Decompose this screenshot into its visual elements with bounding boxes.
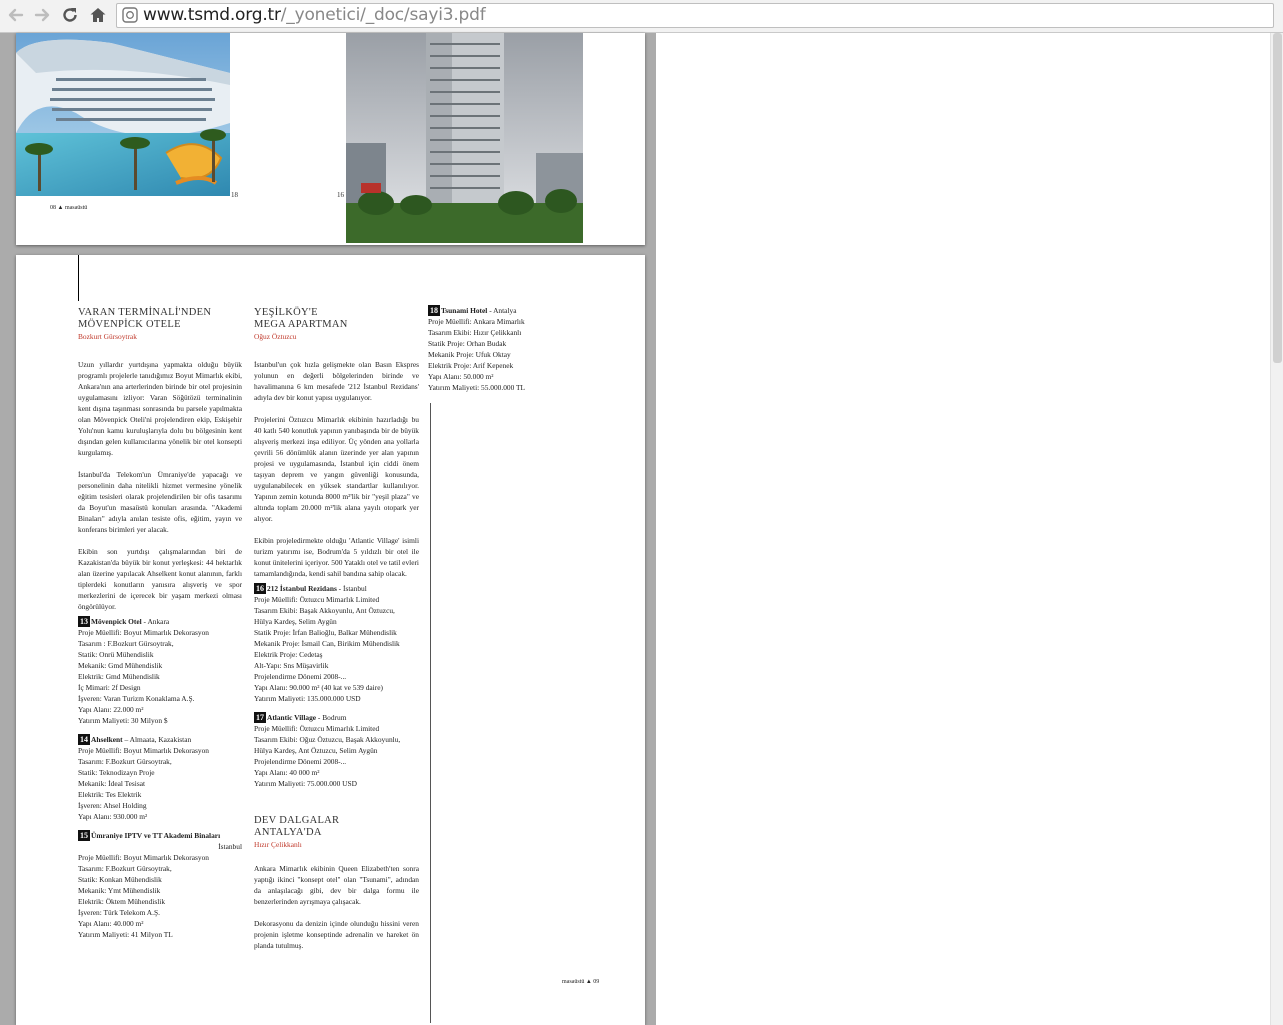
project-detail: Statik: Onrü Mühendislik [78,650,154,659]
project-detail: Tasarım: F.Bozkurt Gürsoytrak, [78,864,172,873]
article-paragraph: Ekibin projeledirmekte olduğu 'Atlantic Village' isimli turizm yatırımı ise, Bodrum'da 5 yıldızlı bir otel ile konut ünitelerini içeriyor. 500 Yataklı otel ve tatil evleri tamamlandığında, kendi sahil bandına sahip olacak. [254,536,419,578]
back-arrow-icon [7,6,25,24]
project-detail: Yapı Alanı: 930.000 m² [78,812,148,821]
pdf-page-09 [16,255,645,1025]
project-detail: Statik: Teknodizayn Proje [78,768,155,777]
project-detail: Yatırım Maliyeti: 135.000.000 USD [254,694,361,703]
browser-toolbar [0,0,1283,33]
image-number: 18 [231,191,238,199]
project-title: Ümraniye IPTV ve TT Akademi Binaları [91,831,221,840]
project-detail: Statik Proje: Orhan Budak [428,339,507,348]
project-detail: Tasarım Ekibi: Başak Akkoyunlu, Ant Öztuzcu, [254,606,395,615]
forward-button[interactable] [30,3,54,27]
project-title: 212 İstanbul Rezidans [267,584,337,593]
article-author: Bozkurt Gürsoytrak [78,332,137,341]
project-detail: Statik Proje: İrfan Balioğlu, Balkar Mühendislik [254,628,397,637]
project-detail: Yatırım Maliyeti: 30 Milyon $ [78,716,168,725]
project-info-16 [254,583,419,704]
address-bar[interactable] [116,3,1274,28]
back-button[interactable] [4,3,28,27]
project-title: Mövenpick Otel [91,617,142,626]
project-detail: Tasarım : F.Bozkurt Gürsoytrak, [78,639,174,648]
reload-icon [61,6,79,24]
url-text[interactable] [143,5,486,25]
project-detail: İşveren: Türk Telekom A.Ş. [78,908,160,917]
project-detail: Hülya Kardeş, Selim Aygün [254,617,337,626]
project-detail: Elektrik: Tes Elektrik [78,790,142,799]
project-detail: Projelendirme Dönemi 2008-... [254,672,347,681]
project-detail: Mekanik Proje: İsmail Can, Birikim Mühendislik [254,639,400,648]
project-info-17 [254,712,419,789]
project-detail: Hülya Kardeş, Ant Öztuzcu, Selim Aygün [254,746,378,755]
project-detail: Tasarım: F.Bozkurt Gürsoytrak, [78,757,172,766]
project-detail: Elektrik Proje: Cedetaş [254,650,323,659]
article-paragraph: Ekibin son yurtdışı çalışmalarından biri de Kazakistan'da büyük bir konut yerleşkesi: 44 hektarlık alan üzerine yapılacak Ahselkent konut alanının, farklı tiplerdeki konutların yanısıra alışveriş ve spor merkezlerini de içerecek bir yaşam merkezi olması öngörülüyor. [78,547,242,611]
article-column-2 [254,307,419,962]
project-detail: Proje Müellifi: Boyut Mimarlık Dekorasyon [78,746,209,755]
project-detail: Elektrik Proje: Arif Kepenek [428,361,514,370]
article-author: Hızır Çelikkanlı [254,840,302,849]
project-detail: Yapı Alanı: 50.000 m² [428,372,494,381]
project-location: - Ankara [141,617,170,626]
project-detail: Tasarım Ekibi: Oğuz Öztuzcu, Başak Akkoyunlu, [254,735,401,744]
project-location: - Bodrum [316,713,347,722]
project-info-18 [428,305,554,393]
page-folio: 08 ▲ masaüstü [50,205,88,211]
project-number-badge: 18 [430,306,438,315]
project-location: İstanbul [218,842,242,851]
project-detail: Yatırım Maliyeti: 75.000.000 USD [254,779,357,788]
project-number-badge: 17 [256,713,264,722]
page-info-icon[interactable] [122,7,138,23]
project-detail: Elektrik: Öktem Mühendislik [78,897,166,906]
project-number-badge: 16 [256,584,264,593]
project-detail: Tasarım Ekibi: Hızır Çelikkanlı [428,328,522,337]
reload-button[interactable] [58,3,82,27]
article-paragraph: İstanbul'da Telekom'un Ümraniye'de yapacağı ve personelinin daha nitelikli hizmet vermesine yönelik eğitim tesisleri olarak projelendirilen bir ofis tasarımı da Boyut'un masaüstü konuları arasında. "Akademi Binaları" adıyla anılan tesiste ofis, eğitim, yayın ve konferans birimleri yer alacak. [78,470,242,534]
project-detail: Yatırım Maliyeti: 41 Milyon TL [78,930,173,939]
article-paragraph: Uzun yıllardır yurtdışına yapmakta olduğu büyük programlı projelerle tanıdığımız Boyut Mimarlık ekibi, Ankara'nın ana arterlerinden birinde bir otel projesinin uygulamasını izliyor: Varan Söğütözü terminalinin kent dışına taşınması sonrasında bu parsele yapılmakta olan Mövenpick Oteli'ni projelendiren ekip, Eskişehir Yolu'nun kamu kuruluşlarıyla dolu bu bölgesinin kent dışından gelen kullanıcılarına yönelik bir otel konsepti kurgulamış. [78,360,242,457]
project-detail: İşveren: Varan Turizm Konaklama A.Ş. [78,694,195,703]
project-info-13 [78,616,242,726]
scrollbar-thumb[interactable] [1273,33,1282,363]
article-paragraph: Ankara Mimarlık ekibinin Queen Elizabeth'ten sonra yaptığı ikinci "konsept otel" olan "Tsunami", adından da anlaşılacağı gibi, dev bir dalga formu ile benzerlerinden ayrışmaya çalışacak. [254,864,419,906]
project-detail: Mekanik: İdeal Tesisat [78,779,146,788]
project-detail: Mekanik Proje: Ufuk Oktay [428,350,511,359]
forward-arrow-icon [33,6,51,24]
project-detail: Mekanik: Gmd Mühendislik [78,661,163,670]
project-location: - İstanbul [336,584,367,593]
project-detail: İşveren: Ahsel Holding [78,801,147,810]
project-info-14 [78,734,242,822]
article-heading: YEŞİLKÖY'E [254,307,318,318]
article-heading: MÖVENPİCK OTELE [78,319,181,330]
project-detail: Projelendirme Dönemi 2008-... [254,757,347,766]
url-path: /_yonetici/_doc/sayi3.pdf [280,5,486,25]
article-heading: ANTALYA'DA [254,827,322,838]
project-title: Tsunami Hotel [441,306,488,315]
article-paragraph: Projelerini Öztuzcu Mimarlık ekibinin hazırladığı bu 40 katlı 540 konutluk yapının yanıbaşında bir de büyük alışveriş merkezi inşa ediliyor. Üç yönden ana yollarla çevrili 56 dönümlük alanın üzerinde yer alan yapının projesi ve uygulamasında, İstanbul için ciddi önem taşıyan deprem ve yangın güvenliği konusunda, uygulanabilecek en yüksek standartlar kullanılıyor. Yapının zemin kotunda 8000 m²'lik bir "yeşil plaza" ve altında toplam 20.000 m²'lik alana yayılı otopark yer alıyor. [254,415,419,523]
article-author: Oğuz Öztuzcu [254,332,297,341]
project-detail: Yapı Alanı: 40.000 m² [78,919,144,928]
pdf-page-08 [16,33,645,245]
project-number-badge: 13 [80,617,88,626]
project-detail: Proje Müellifi: Boyut Mimarlık Dekorasyon [78,853,209,862]
project-detail: Yapı Alanı: 22.000 m² [78,705,144,714]
project-info-15 [78,830,242,940]
article-paragraph: Dekorasyonu da denizin içinde olunduğu hissini veren projenin işletme konseptinde adrenalin ve hareket ön planda tutulmuş. [254,919,419,950]
project-number-badge: 14 [80,735,88,744]
project-location: – Almaata, Kazakistan [122,735,192,744]
project-detail: Proje Müellifi: Boyut Mimarlık Dekorasyon [78,628,209,637]
empty-area [656,33,1283,1025]
column-rule [430,403,431,1023]
tsunami-hotel-render [16,33,230,196]
project-detail: Statik: Konkan Mühendislik [78,875,162,884]
project-location: - Antalya [487,306,517,315]
project-detail: Proje Müellifi: Öztuzcu Mimarlık Limited [254,724,380,733]
project-title: Atlantic Village [267,713,317,722]
article-heading: DEV DALGALAR [254,815,340,826]
project-detail: İç Mimari: 2f Design [78,683,141,692]
url-host: www.tsmd.org.tr [143,5,281,25]
project-detail: Yatırım Maliyeti: 55.000.000 TL [428,383,526,392]
vertical-scrollbar[interactable] [1270,33,1283,1025]
page-folio: masaüstü ▲ 09 [562,979,600,985]
article-heading: VARAN TERMİNALİ'NDEN [78,307,212,318]
project-detail: Yapı Alanı: 40 000 m² [254,768,320,777]
article-heading: MEGA APARTMAN [254,319,348,330]
home-button[interactable] [86,3,110,27]
home-icon [89,6,107,24]
project-detail: Yapı Alanı: 90.000 m² (40 kat ve 539 daire) [254,683,383,692]
project-detail: Proje Müellifi: Ankara Mimarlık [428,317,525,326]
pdf-viewer[interactable] [0,33,656,1025]
article-column-1 [78,307,242,948]
decorative-rule [78,255,79,301]
article-column-3 [428,305,554,401]
project-detail: Mekanik: Ymt Mühendislik [78,886,161,895]
article-paragraph: İstanbul'un çok hızla gelişmekte olan Basın Ekspres yolunun en değerli bölgelerinden birinde ve havalimanına 6 km mesafede '212 İstanbul Rezidans' adıyla dev bir konut yapısı uygulanıyor. [254,360,419,402]
istanbul-rezidans-render [346,33,583,243]
project-detail: Proje Müellifi: Öztuzcu Mimarlık Limited [254,595,380,604]
project-number-badge: 15 [80,831,88,840]
project-detail: Elektrik: Gmd Mühendislik [78,672,160,681]
project-title: Ahselkent [91,735,123,744]
project-detail: Alt-Yapı: Sns Müşavirlik [254,661,329,670]
image-number: 16 [337,191,344,199]
